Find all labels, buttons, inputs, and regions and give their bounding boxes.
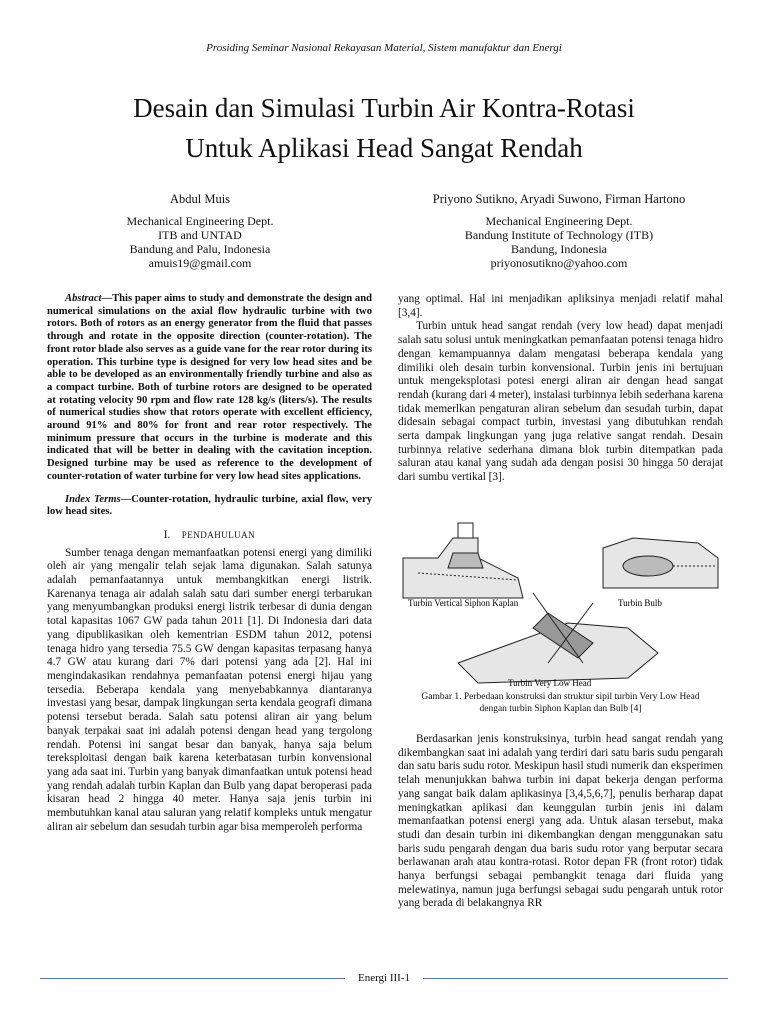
right-column-bottom [398,733,723,911]
section-title: PENDAHULUAN [181,529,256,540]
title-line-2: Untuk Aplikasi Head Sangat Rendah [185,133,583,163]
author-email[interactable]: amuis19@gmail.com [148,256,252,270]
label-kaplan: Turbin Vertical Siphon Kaplan [408,598,519,608]
label-vlh: Turbin Very Low Head [508,678,592,688]
author-dept: Mechanical Engineering Dept. [485,214,633,228]
turbine-diagram [398,518,723,688]
kaplan-turbine-drawing [403,523,523,598]
paragraph: Turbin untuk head sangat rendah (very low head) dapat menjadi salah satu solusi untuk meningkatkan pemanfaatan potensi tenaga hidro dengan kemampuannya dalam mengatasi beberapa kendala yang dimiliki oleh desain turbin konvensional. Turbin jenis ini bertujuan untuk mengeksplotasi potesi energi aliran air dengan head sangat rendah (kurang dari 4 meter), instalasi turbinnya lebih sederhana karena tidak memerlkan pengaturan aliran sebelum dan sesudah turbin, dapat didesain sebagai compact turbin, investasi yang dibutuhkan rendah serta dampak lingkungan yang juga relative sangat rendah. Desain turbinnya relative sederhana dimana blok turbin ditempatkan pada saluran atau kanal yang sudah ada dengan posisi 30 hingga 50 derajat dari sumbu vertikal [3]. [398,320,723,484]
index-terms [47,494,372,519]
abstract-label: Abstract [65,293,102,304]
abstract-text: —This paper aims to study and demonstrate the design and numerical simulations on the axial flow hydraulic turbine with two rotors. Both of rotors as an energy generator from the fluid that passes through and rotate in the opposite direction (counter-rotation). The front rotor blade also serves as a guide vane for the rear rotor during its operation. This turbine type is designed for very low head sites and be able to be developed as an environmentally friendly turbine and also as a compact turbine. Both of turbine rotors are designed to be operated at rotating velocity 90 rpm and flow rate 128 kg/s (liters/s). The results of numerical studies show that rotors operate with excellent efficiency, around 91% and 80% for front and rear rotor respectively. The minimum pressure that occurs in the turbine is moderate and this indicated that will be better in dealing with the cavitation inception. Designed turbine may be used as reference to the development of counter-rotation of water turbine for very low head sites applications. [47,293,372,482]
caption-line-2: dengan turbin Siphon Kaplan dan Bulb [4] [479,703,642,714]
author-name: Priyono Sutikno, Aryadi Suwono, Firman Hartono [432,192,686,206]
index-terms-label: Index Terms [65,493,121,505]
title-line-1: Desain dan Simulasi Turbin Air Kontra-Rotasi [133,93,635,123]
paragraph: yang optimal. Hal ini menjadikan apliksinya menjadi relatif mahal [3,4]. [398,293,723,319]
index-terms-text: —Counter-rotation, hydraulic turbine, axial flow, very low head sites. [47,493,372,518]
section-heading [47,529,372,543]
abstract [47,293,372,484]
author-city: Bandung, Indonesia [511,242,607,256]
figure-1 [398,518,723,688]
author-city: Bandung and Palu, Indonesia [129,242,271,256]
author-email[interactable]: priyonosutikno@yahoo.com [490,256,628,270]
intro-paragraph: Sumber tenaga dengan memanfaatkan potensi energi yang dimiliki oleh air yang mengalir telah sejak lama digunakan. Salah satunya adalah pemanfaatannya untuk membangkitkan energi listrik. Karenanya tenaga air adalah salah satu dari sumber energi terbarukan yang menyumbangkan produksi energi listrik terbesar di dunia dengan total kapasitas 1067 GW pada tahun 2011 [1]. Di Indonesia dari data yang dipublikasikan oleh kementrian ESDM tahun 2012, potensi tenaga hidro yang tersedia 75.5 GW dengan kapasitas terpasang hanya 4.7 GW atau kurang dari 7% dari potensi yang ada [2]. Hal ini mengindakasikan rendahnya pemanfaatan potensi energi hijau yang tersedia. Beberapa kendala yang menyebabkannya diantaranya investasi yang besar, dampak lingkungan serta kendala geografi dimana potensi tersebut berada. Salah satu potensi aliran air yang belum banyak terpakai saat ini adalah potensi dengan head yang tergolong rendah. Potensi ini sangat besar dan banyak, hanya saja belum tereksploitasi dengan baik karena keterbatasan turbin konvensional yang ada saat ini. Turbin yang banyak dimanfaatkan untuk potensi head yang rendah adalah turbin Kaplan dan Bulb yang dapat beroperasi pada kisaran head 2 hingga 40 meter. Hanya saja jenis turbin ini membutuhkan kanal atau saluran yang relatif kompleks untuk mengatur aliran air sebelum dan sesudah turbin agar bisa memperoleh performa [47,546,372,833]
running-header: Prosiding Seminar Nasional Rekayasan Material, Sistem manufaktur dan Energi [206,42,562,54]
author-institution: ITB and UNTAD [158,228,242,242]
left-column [47,293,372,834]
figure-caption [398,692,723,715]
author-institution: Bandung Institute of Technology (ITB) [464,228,654,242]
author-dept: Mechanical Engineering Dept. [126,214,274,228]
author-block-1 [60,192,340,270]
paragraph: Berdasarkan jenis konstruksinya, turbin head sangat rendah yang dikembangkan saat ini adalah yang terdiri dari satu baris sudu pengarah dan satu baris sudu rotor. Meskipun hasil studi numerik dan eksperimen telah menunjukkan bahwa turbin ini dapat bekerja dengan performa yang sangat baik dalam aplikasinya [3,4,5,6,7], penulis berharap dapat meningkatkan aplikasi dan keunggulan turbin jenis ini dalam memanfaatkan potensi energi yang ada. Untuk alasan tersebut, maka studi dan desain turbin ini dikembangkan dengan menggunakan satu baris sudu pengarah dengan dua baris sudu rotor yang berputar secara berlawanan arah atau kontra-rotasi. Rotor depan FR (front rotor) tidak hanya berfungsi sebagai pembangkit tenaga dari fluida yang melewatinya, namun juga berfungsi sebagai sudu pengarah untuk rotor yang berada di belakangnya RR [398,733,723,910]
caption-line-1: Gambar 1. Perbedaan konstruksi dan struktur sipil turbin Very Low Head [421,692,700,702]
author-name: Abdul Muis [169,192,231,206]
label-bulb: Turbin Bulb [618,598,662,608]
right-column-top [398,293,723,485]
page-footer: Energi III-1 [357,972,411,984]
author-block-2 [400,192,718,270]
bulb-turbine-drawing [603,538,718,588]
section-number: I. [163,528,171,541]
paper-title [40,88,728,168]
